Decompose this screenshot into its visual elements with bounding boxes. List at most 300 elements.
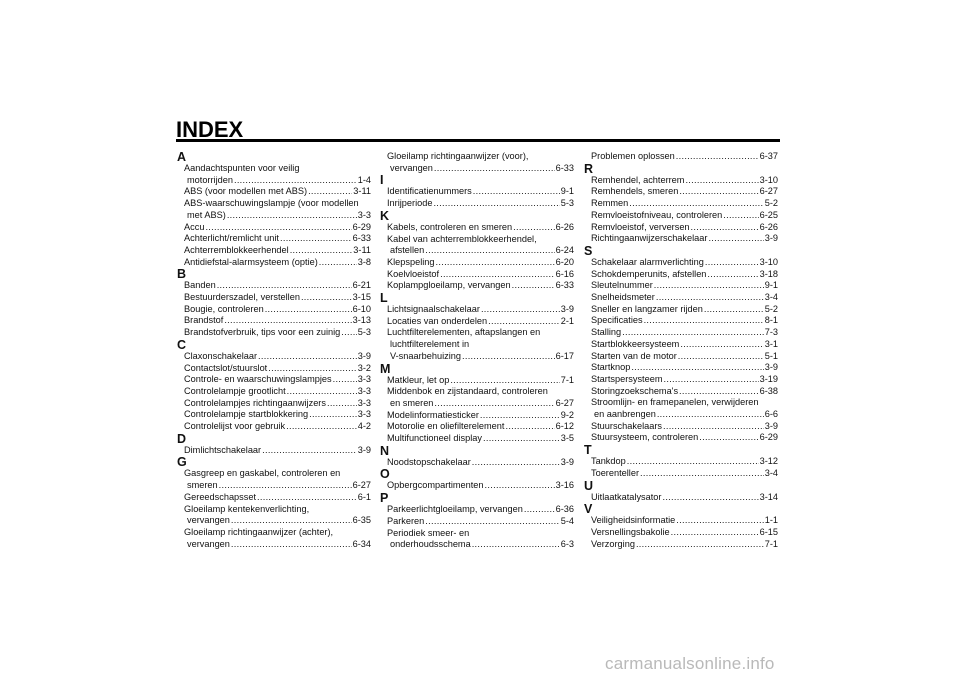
page-reference: 3-3	[357, 385, 371, 396]
index-entry	[584, 456, 778, 468]
index-term: Controlelampje startblokkering	[184, 409, 309, 420]
dot-leader	[680, 339, 763, 351]
index-entry	[177, 222, 371, 234]
index-term: Startblokkeersysteem	[591, 338, 680, 349]
index-entry	[380, 480, 574, 492]
page-reference: 5-3	[560, 198, 574, 209]
index-entry	[380, 327, 574, 339]
page-reference: 3-11	[353, 186, 371, 197]
watermark: carmanualsonline.info	[605, 654, 775, 673]
page-reference: 6-10	[352, 303, 371, 314]
index-entry	[380, 257, 574, 269]
index-term: Contactslot/stuurslot	[184, 362, 268, 373]
dot-leader	[708, 233, 763, 245]
dot-leader	[319, 257, 357, 269]
index-entry	[380, 398, 574, 410]
dot-leader	[662, 492, 758, 504]
index-letter-heading: D	[177, 431, 187, 446]
index-entry	[380, 351, 574, 363]
page-reference: 6-26	[555, 221, 574, 232]
index-term: ABS-waarschuwingslampje (voor modellen	[184, 198, 359, 209]
index-letter-heading: N	[380, 443, 390, 458]
index-term: Lichtsignaalschakelaar	[387, 304, 480, 315]
index-entry	[177, 245, 371, 257]
dot-leader	[678, 351, 764, 363]
index-term: Stuursysteem, controleren	[591, 432, 699, 443]
index-letter-heading: R	[584, 161, 594, 176]
page-reference: 4-2	[357, 421, 371, 432]
dot-leader	[308, 186, 352, 198]
index-term: Remvloeistof, verversen	[591, 221, 690, 232]
page-reference: 5-2	[764, 198, 778, 209]
dot-leader	[657, 409, 764, 421]
page-reference: 3-10	[759, 256, 778, 267]
index-term: Opbergcompartimenten	[387, 480, 484, 491]
index-entry	[584, 386, 778, 398]
page-reference: 6-21	[352, 280, 371, 291]
page-reference: 6-3	[560, 539, 574, 550]
page-reference: 6-36	[555, 504, 574, 515]
page-reference: 3-9	[764, 362, 778, 373]
index-entry	[584, 327, 778, 339]
index-letter-heading: T	[584, 443, 592, 458]
index-term: Kabel van achterremblokkeerhendel,	[387, 233, 537, 244]
index-entry	[177, 468, 371, 480]
index-term: Uitlaatkatalysator	[591, 491, 662, 502]
index-entry	[380, 163, 574, 175]
page-reference: 6-25	[759, 209, 778, 220]
dot-leader	[481, 304, 560, 316]
page-reference: 6-27	[759, 186, 778, 197]
index-entry	[380, 433, 574, 445]
dot-leader	[472, 457, 560, 469]
index-term: Tankdop	[591, 456, 626, 467]
index-entry	[584, 292, 778, 304]
index-term: Controlelampje grootlicht	[184, 385, 286, 396]
page-reference: 6-12	[555, 421, 574, 432]
dot-leader	[231, 515, 352, 527]
page-reference: 6-1	[357, 491, 371, 502]
dot-leader	[286, 421, 357, 433]
index-term: Aandachtspunten voor veilig	[184, 163, 300, 173]
dot-leader	[513, 222, 554, 234]
index-entry	[177, 398, 371, 410]
page-title: INDEX	[176, 117, 244, 142]
index-entry	[584, 362, 778, 374]
dot-leader	[676, 515, 763, 527]
index-term: en smeren	[390, 397, 434, 408]
index-entry	[584, 269, 778, 281]
index-term: Gloeilamp kentekenverlichting,	[184, 503, 310, 514]
index-entry	[380, 304, 574, 316]
dot-leader	[265, 304, 352, 316]
index-term: Stalling	[591, 327, 622, 338]
index-term: Brandstofverbruik, tips voor een zuinig	[184, 327, 341, 338]
index-entry	[177, 210, 371, 222]
index-entry	[380, 234, 574, 246]
index-term: Koplampgloeilamp, vervangen	[387, 280, 511, 291]
dot-leader	[691, 222, 759, 234]
dot-leader	[676, 151, 759, 163]
dot-leader	[663, 421, 764, 433]
page-reference: 1-1	[764, 515, 778, 526]
page-reference: 6-24	[555, 245, 574, 256]
index-entry	[584, 539, 778, 551]
dot-leader	[622, 327, 764, 339]
dot-leader	[257, 492, 357, 504]
page-reference: 3-3	[357, 209, 371, 220]
index-term: Stroomlijn- en framepanelen, verwijderen	[591, 397, 759, 408]
page-reference: 6-34	[352, 538, 371, 549]
index-entry	[380, 339, 574, 351]
page-reference: 3-12	[759, 456, 778, 467]
index-entry	[380, 375, 574, 387]
dot-leader	[280, 233, 352, 245]
page-reference: 5-4	[560, 515, 574, 526]
page-reference: 6-16	[555, 268, 574, 279]
page-reference: 3-9	[357, 350, 371, 361]
index-entry	[177, 492, 371, 504]
page-reference: 6-15	[759, 526, 778, 537]
index-term: Parkeerlichtgloeilamp, vervangen	[387, 504, 523, 515]
index-term: Remmen	[591, 198, 629, 209]
dot-leader	[290, 245, 353, 257]
page-reference: 3-4	[764, 467, 778, 478]
index-term: Controle- en waarschuwingslampjes	[184, 374, 332, 385]
dot-leader	[512, 280, 555, 292]
dot-leader	[654, 280, 764, 292]
index-term: Gasgreep en gaskabel, controleren en	[184, 468, 341, 479]
page-reference: 9-2	[560, 409, 574, 420]
index-entry	[584, 151, 778, 163]
index-term: luchtfilterelement in	[390, 339, 470, 350]
page-reference: 5-3	[357, 327, 371, 338]
index-term: Specificaties	[591, 315, 643, 326]
index-term: onderhoudsschema	[390, 539, 471, 550]
index-term: ABS (voor modellen met ABS)	[184, 186, 308, 197]
index-term: vervangen	[187, 515, 230, 526]
index-entry	[177, 186, 371, 198]
page-reference: 3-8	[357, 256, 371, 267]
index-entry	[380, 410, 574, 422]
page-reference: 6-29	[352, 221, 371, 232]
dot-leader	[704, 304, 764, 316]
dot-leader	[679, 386, 759, 398]
index-term: Antidiefstal-alarmsysteem (optie)	[184, 256, 318, 267]
index-entry	[584, 233, 778, 245]
dot-leader	[224, 315, 351, 327]
index-term: Periodiek smeer- en	[387, 527, 470, 538]
index-entry	[380, 151, 574, 163]
index-entry	[584, 315, 778, 327]
index-entry	[177, 175, 371, 187]
index-letter-heading: B	[177, 267, 187, 282]
index-entry	[380, 516, 574, 528]
page-reference: 9-1	[764, 280, 778, 291]
dot-leader	[505, 421, 554, 433]
index-entry	[380, 421, 574, 433]
index-term: Kabels, controleren en smeren	[387, 221, 513, 232]
index-column-1	[177, 151, 371, 550]
index-entry	[177, 445, 371, 457]
index-letter-heading: P	[380, 491, 389, 506]
page-reference: 6-33	[352, 233, 371, 244]
dot-leader	[485, 480, 555, 492]
index-entry	[584, 421, 778, 433]
index-entry	[584, 468, 778, 480]
page-reference: 2-1	[560, 315, 574, 326]
index-entry	[584, 351, 778, 363]
dot-leader	[217, 280, 352, 292]
index-term: Veiligheidsinformatie	[591, 515, 676, 526]
index-column-2	[380, 151, 574, 551]
index-term: Remvloeistofniveau, controleren	[591, 209, 723, 220]
index-entry	[177, 409, 371, 421]
page-reference: 6-27	[352, 480, 371, 491]
index-entry	[584, 175, 778, 187]
index-term: en aanbrengen	[594, 409, 656, 420]
page-reference: 3-9	[764, 420, 778, 431]
index-term: Bougie, controleren	[184, 303, 264, 314]
dot-leader	[436, 257, 555, 269]
index-term: Dimlichtschakelaar	[184, 444, 262, 455]
index-term: Motorolie en oliefilterelement	[387, 421, 505, 432]
dot-leader	[473, 186, 560, 198]
page-reference: 6-33	[555, 162, 574, 173]
dot-leader	[262, 445, 357, 457]
index-entry	[177, 374, 371, 386]
index-term: Controlelijst voor gebruik	[184, 421, 286, 432]
index-entry	[380, 386, 574, 398]
index-term: Remhendels, smeren	[591, 186, 679, 197]
dot-leader	[327, 398, 357, 410]
index-term: Locaties van onderdelen	[387, 315, 488, 326]
index-term: Versnellingsbakolie	[591, 526, 670, 537]
dot-leader	[685, 175, 758, 187]
index-entry	[584, 222, 778, 234]
index-term: afstellen	[390, 245, 425, 256]
index-term: Luchtfilterelementen, aftapslangen en	[387, 327, 541, 338]
index-term: met ABS)	[187, 209, 226, 220]
index-term: Sneller en langzamer rijden	[591, 303, 703, 314]
index-entry	[177, 198, 371, 210]
index-term: Gereedschapsset	[184, 491, 257, 502]
page-reference: 6-35	[352, 515, 371, 526]
dot-leader	[227, 210, 357, 222]
index-term: Multifunctioneel display	[387, 433, 482, 444]
dot-leader	[287, 386, 357, 398]
index-column-3	[584, 151, 778, 550]
page-reference: 5-2	[764, 303, 778, 314]
index-term: Controlelampjes richtingaanwijzers	[184, 397, 326, 408]
dot-leader	[450, 375, 559, 387]
page-reference: 6-27	[555, 397, 574, 408]
page-reference: 6-26	[759, 221, 778, 232]
index-term: Verzorging	[591, 538, 635, 549]
dot-leader	[462, 351, 555, 363]
index-entry	[177, 527, 371, 539]
index-term: vervangen	[390, 162, 433, 173]
index-entry	[380, 198, 574, 210]
dot-leader	[434, 163, 555, 175]
index-entry	[177, 539, 371, 551]
index-entry	[177, 480, 371, 492]
index-entry	[177, 257, 371, 269]
index-entry	[177, 421, 371, 433]
page-reference: 3-13	[352, 315, 371, 326]
index-entry	[177, 280, 371, 292]
page-reference: 3-4	[764, 292, 778, 303]
dot-leader	[707, 269, 758, 281]
index-term: Claxonschakelaar	[184, 350, 258, 361]
index-term: Modelinformatiesticker	[387, 409, 479, 420]
dot-leader	[234, 175, 357, 187]
index-entry	[177, 315, 371, 327]
index-entry	[584, 409, 778, 421]
dot-leader	[433, 198, 559, 210]
dot-leader	[480, 410, 560, 422]
index-entry	[584, 397, 778, 409]
index-term: Remhendel, achterrem	[591, 174, 685, 185]
page-reference: 6-20	[555, 256, 574, 267]
index-entry	[380, 504, 574, 516]
dot-leader	[636, 539, 764, 551]
dot-leader	[705, 257, 759, 269]
dot-leader	[483, 433, 560, 445]
dot-leader	[309, 409, 357, 421]
page-reference: 3-9	[560, 456, 574, 467]
page-reference: 9-1	[560, 186, 574, 197]
page-reference: 3-10	[759, 174, 778, 185]
index-letter-heading: I	[380, 173, 384, 188]
index-entry	[177, 515, 371, 527]
dot-leader	[488, 316, 560, 328]
index-letter-heading: M	[380, 361, 391, 376]
index-term: Sleutelnummer	[591, 280, 653, 291]
page-reference: 3-2	[357, 362, 371, 373]
dot-leader	[333, 374, 357, 386]
index-term: Achterlicht/remlicht unit	[184, 233, 279, 244]
index-entry	[380, 269, 574, 281]
index-term: Matkleur, let op	[387, 374, 450, 385]
index-letter-heading: G	[177, 455, 187, 470]
page-reference: 3-9	[764, 233, 778, 244]
index-entry	[584, 492, 778, 504]
index-entry	[380, 316, 574, 328]
index-term: Richtingaanwijzerschakelaar	[591, 233, 708, 244]
index-entry	[177, 386, 371, 398]
page-reference: 6-38	[759, 385, 778, 396]
index-entry	[380, 245, 574, 257]
page-reference: 3-1	[764, 338, 778, 349]
dot-leader	[205, 222, 351, 234]
dot-leader	[656, 292, 764, 304]
dot-leader	[629, 198, 763, 210]
index-entry	[177, 233, 371, 245]
index-term: Startspersysteem	[591, 373, 663, 384]
index-entry	[584, 257, 778, 269]
page-reference: 7-3	[764, 327, 778, 338]
dot-leader	[434, 398, 554, 410]
page-reference: 7-1	[560, 374, 574, 385]
page-reference: 6-37	[759, 151, 778, 161]
index-entry	[584, 374, 778, 386]
index-entry	[584, 280, 778, 292]
index-term: Noodstopschakelaar	[387, 456, 471, 467]
dot-leader	[425, 245, 554, 257]
index-term: Storingzoekschema's	[591, 385, 679, 396]
page-reference: 3-3	[357, 374, 371, 385]
page-reference: 3-3	[357, 409, 371, 420]
page-reference: 6-17	[555, 350, 574, 361]
index-term: smeren	[187, 480, 218, 491]
title-rule	[176, 139, 780, 142]
index-entry	[584, 186, 778, 198]
index-term: Middenbok en zijstandaard, controleren	[387, 386, 548, 397]
index-term: Identificatienummers	[387, 186, 472, 197]
index-term: Schakelaar alarmverlichting	[591, 256, 704, 267]
index-entry	[584, 198, 778, 210]
page-reference: 3-5	[560, 433, 574, 444]
dot-leader	[219, 480, 352, 492]
dot-leader	[663, 374, 758, 386]
index-entry	[584, 432, 778, 444]
index-term: Problemen oplossen	[591, 151, 675, 161]
page-reference: 3-9	[560, 304, 574, 315]
index-letter-heading: O	[380, 467, 390, 482]
index-term: Gloeilamp richtingaanwijzer (voor),	[387, 151, 529, 161]
dot-leader	[524, 504, 555, 516]
dot-leader	[440, 269, 555, 281]
dot-leader	[425, 516, 559, 528]
page-reference: 6-33	[555, 280, 574, 291]
page-reference: 1-4	[357, 174, 371, 185]
index-entry	[177, 363, 371, 375]
index-letter-heading: C	[177, 337, 187, 352]
page-reference: 6-6	[764, 409, 778, 420]
dot-leader	[640, 468, 764, 480]
dot-leader	[301, 292, 352, 304]
index-entry	[584, 210, 778, 222]
index-entry	[584, 304, 778, 316]
page-reference: 5-1	[764, 350, 778, 361]
index-entry	[177, 504, 371, 516]
dot-leader	[671, 527, 759, 539]
index-term: Schokdemperunits, afstellen	[591, 268, 707, 279]
dot-leader	[231, 539, 352, 551]
index-letter-heading: S	[584, 243, 593, 258]
dot-leader	[341, 327, 356, 339]
index-term: vervangen	[187, 538, 230, 549]
index-term: Brandstof	[184, 315, 224, 326]
index-term: Startknop	[591, 362, 631, 373]
index-entry	[380, 457, 574, 469]
index-term: Starten van de motor	[591, 350, 677, 361]
index-term: V-snaarbehuizing	[390, 350, 461, 361]
index-entry	[177, 163, 371, 175]
index-term: motorrijden	[187, 174, 233, 185]
index-term: Toerenteller	[591, 467, 640, 478]
index-term: Bestuurderszadel, verstellen	[184, 292, 300, 303]
index-letter-heading: L	[380, 291, 388, 306]
page-reference: 6-29	[759, 432, 778, 443]
index-entry	[177, 351, 371, 363]
dot-leader	[723, 210, 758, 222]
index-term: Snelheidsmeter	[591, 292, 655, 303]
index-entry	[584, 527, 778, 539]
dot-leader	[472, 539, 560, 551]
index-entry	[380, 528, 574, 540]
